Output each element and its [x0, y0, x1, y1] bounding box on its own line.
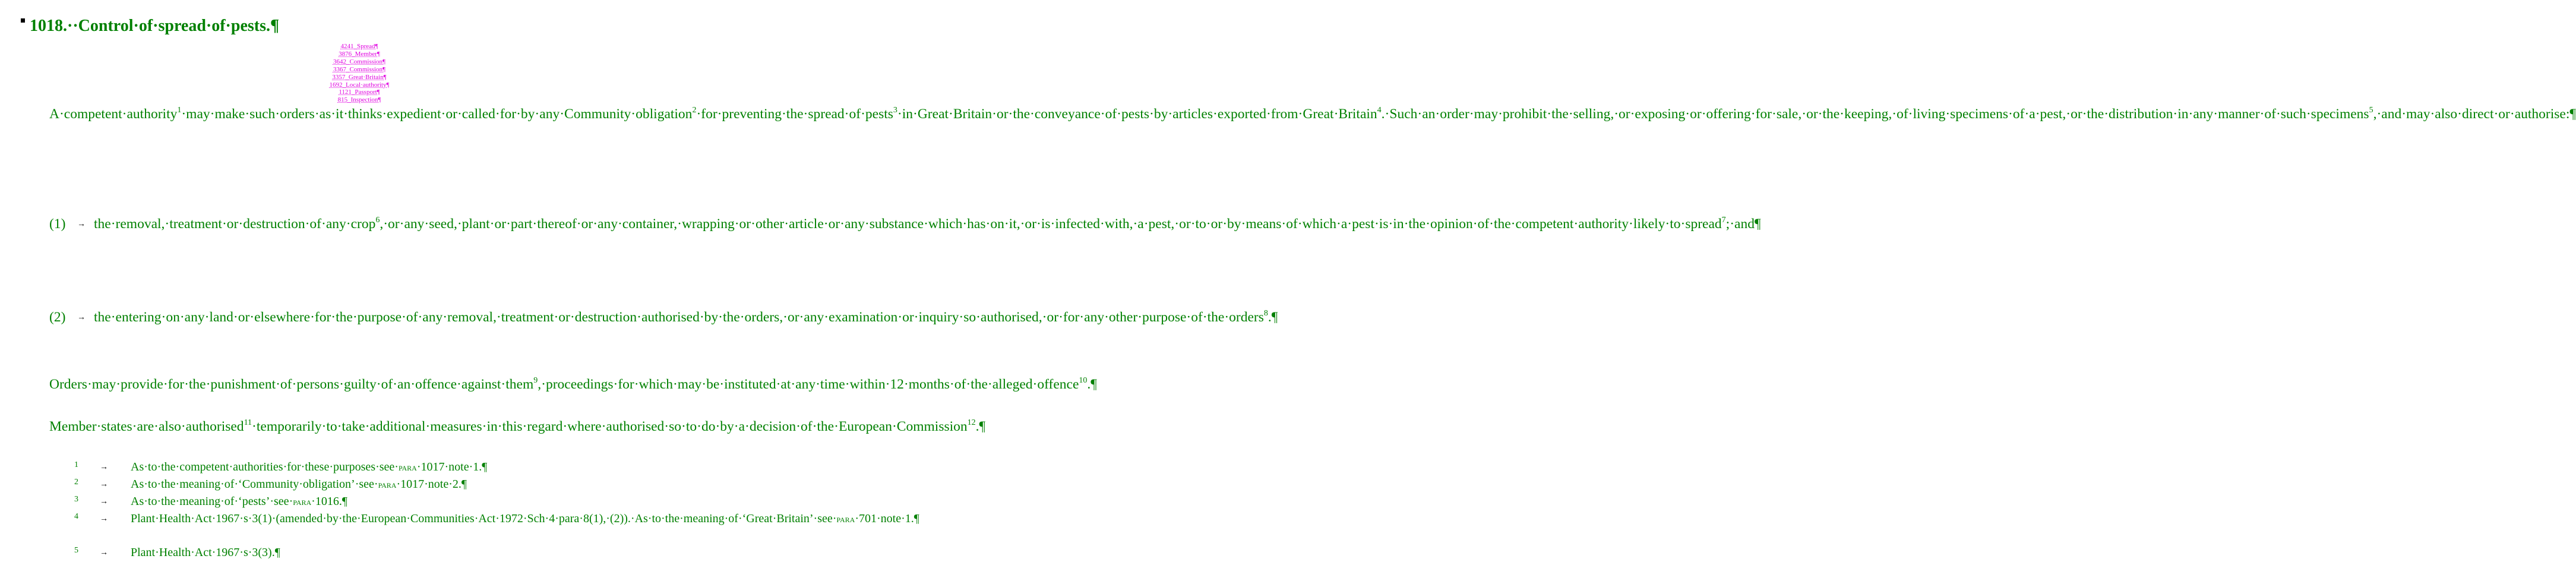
footnote-ref-8[interactable]: 8 — [1263, 309, 1268, 318]
text-run: ·in·Great·Britain·or·the·conveyance·of·pests·by·articles·exported·from·Great·Britain — [897, 106, 1377, 122]
para-link[interactable]: para — [293, 496, 312, 507]
text-run: .¶ — [1268, 310, 1278, 325]
text-run: Orders·may·provide·for·the·punishment·of·persons·guilty·of·an·offence·against·them — [49, 377, 534, 392]
para-link[interactable]: para — [398, 462, 417, 473]
footnote-text — [131, 510, 919, 528]
footnote-text — [131, 459, 695, 476]
text-run: As·to·the·meaning·of·‘pests’·see· — [131, 495, 293, 508]
index-term[interactable]: 3876_Member¶ — [339, 50, 380, 58]
text-run: ·1017·note·1.¶ — [416, 460, 488, 473]
footnote-ref-11[interactable]: 11 — [244, 418, 252, 427]
index-term[interactable]: 1121_Passport¶ — [339, 89, 380, 96]
list-number: (1) — [49, 216, 66, 232]
text-run: Plant·Health·Act·1967·s·3(1)·(amended·by·the·European·Communities·Act·1972·Sch·4·para·8(1),·(2)).·As·to·the·meaning·of·‘Great·Britain’·see· — [131, 512, 837, 525]
footnote-number: 5 — [74, 546, 78, 555]
section-heading: 1018.··Control·of·spread·of·pests.¶ — [30, 17, 280, 35]
tab-arrow-icon: → — [100, 548, 108, 557]
paragraph-marker — [21, 18, 25, 23]
footnote-ref-2[interactable]: 2 — [692, 106, 697, 115]
text-run: As·to·the·competent·authorities·for·these·purposes·see· — [131, 460, 399, 473]
text-run: ,·or·any·seed,·plant·or·part·thereof·or·any·container,·wrapping·or·other·article·or·any·substance·which·has·on·it,·or·is·infected·with,·a·pest,·or·to·or·by·means·of·which·a·pest·is·in·the·opinion·of·the·competent·authority·likely·to·spread — [380, 216, 1722, 232]
list-item-text — [94, 307, 1278, 328]
para-link[interactable]: para — [836, 513, 855, 525]
list-item-text — [94, 214, 1761, 235]
footnote-ref-4[interactable]: 4 — [1377, 106, 1382, 115]
text-run: .·Such·an·order·may·prohibit·the·selling,·or·exposing·or·offering·for·sale,·or·the·keeping,·of·living·specimens·of·a·pest,·or·the·distribution·in·any·manner·of·such·specimens — [1381, 106, 2369, 122]
text-run: Member·states·are·also·authorised — [49, 419, 244, 434]
footnote-ref-10[interactable]: 10 — [1079, 376, 1088, 385]
footnote-number: 4 — [74, 512, 78, 521]
index-terms-list — [315, 43, 404, 104]
text-run: ,·and·may·also·direct·or·authorise:¶ — [2373, 106, 2576, 122]
footnote-ref-12[interactable]: 12 — [967, 418, 976, 427]
list-number: (2) — [49, 310, 66, 325]
tab-arrow-icon: → — [100, 463, 108, 472]
index-term[interactable]: 3367_Commission¶ — [333, 65, 386, 73]
text-run: A·competent·authority — [49, 106, 178, 122]
text-run: ·1017·note·2.¶ — [396, 478, 467, 491]
tab-arrow-icon: → — [77, 220, 86, 229]
text-run: ·temporarily·to·take·additional·measures·in·this·regard·where·authorised·so·to·do·by·a·decision·of·the·European·Commission — [252, 419, 968, 434]
footnote-text — [131, 493, 695, 510]
text-run: ,·proceedings·for·which·may·be·instituted·at·any·time·within·12·months·of·the·alleged·offence — [538, 377, 1079, 392]
footnote-ref-7[interactable]: 7 — [1721, 216, 1726, 225]
text-run: the·entering·on·any·land·or·elsewhere·for·the·purpose·of·any·removal,·treatment·or·destruction·authorised·by·the·orders,·or·any·examination·or·inquiry·so·authorised,·or·for·any·other·purpose·of·the·orders — [94, 310, 1264, 325]
body-paragraph-1 — [30, 104, 2576, 125]
body-paragraph-2 — [30, 374, 1097, 395]
para-link[interactable]: para — [378, 479, 397, 490]
tab-arrow-icon: → — [100, 514, 108, 523]
footnote-ref-5[interactable]: 5 — [2369, 106, 2373, 115]
footnote-ref-3[interactable]: 3 — [893, 106, 897, 115]
footnote-text — [131, 476, 695, 493]
footnote-number: 1 — [74, 460, 78, 469]
text-run: ·may·make·such·orders·as·it·thinks·expedient·or·called·for·by·any·Community·obligation — [181, 106, 693, 122]
body-paragraph-3 — [30, 416, 986, 437]
index-term[interactable]: 815_Inspection¶ — [337, 96, 381, 104]
footnote-number: 3 — [74, 495, 78, 504]
footnote-number: 2 — [74, 478, 78, 487]
text-run: the·removal,·treatment·or·destruction·of·any·crop — [94, 216, 376, 232]
text-run: ;·and¶ — [1725, 216, 1761, 232]
footnote-ref-9[interactable]: 9 — [533, 376, 538, 385]
text-run: ·1016.¶ — [311, 495, 347, 508]
index-term[interactable]: 1692_Local·authority¶ — [329, 81, 390, 89]
text-run: Plant·Health·Act·1967·s·3(3).¶ — [131, 546, 280, 559]
text-run: .¶ — [1087, 377, 1097, 392]
tab-arrow-icon: → — [77, 313, 86, 322]
text-run: ·701·note·1.¶ — [855, 512, 919, 525]
footnote-ref-1[interactable]: 1 — [177, 106, 182, 115]
index-term[interactable]: 3357_Great·Britain¶ — [332, 73, 387, 81]
tab-arrow-icon: → — [100, 497, 108, 506]
footnote-ref-6[interactable]: 6 — [375, 216, 380, 225]
index-term[interactable]: 3642_Commission¶ — [333, 58, 386, 65]
tab-arrow-icon: → — [100, 480, 108, 489]
text-run: .¶ — [975, 419, 986, 434]
index-term[interactable]: 4241_Spread¶ — [340, 43, 378, 50]
text-run: ·for·preventing·the·spread·of·pests — [696, 106, 893, 122]
text-run: As·to·the·meaning·of·‘Community·obligation’·see· — [131, 478, 378, 491]
footnote-text — [131, 544, 695, 561]
